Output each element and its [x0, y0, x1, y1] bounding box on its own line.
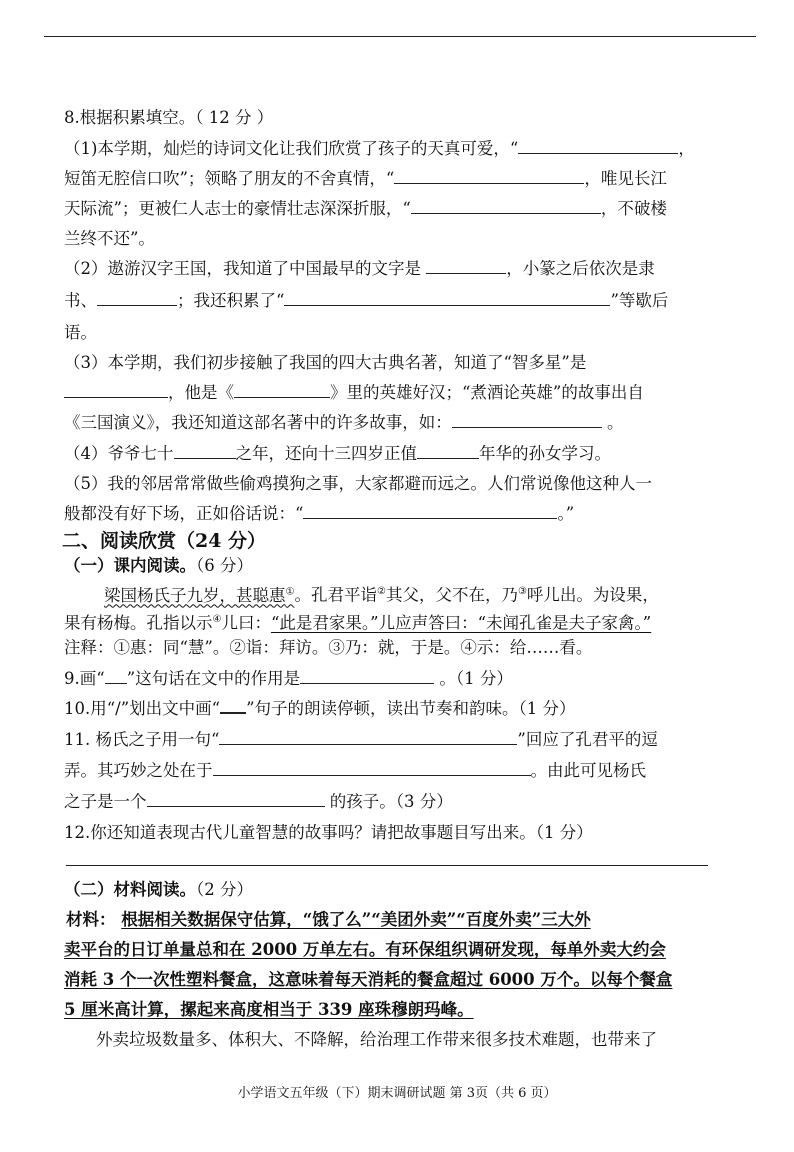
question-10: 10.用“/”划出文中画“ ”句子的朗读停顿，读出节奏和韵味。（1 分） — [64, 699, 576, 718]
part1-heading: （一）课内阅读。（6 分） — [64, 556, 253, 575]
question-12: 12.你还知道表现古代儿童智慧的故事吗？请把故事题目写出来。（1 分） — [64, 823, 593, 842]
part2-heading: （二）材料阅读。（2 分） — [64, 880, 253, 899]
q8-part1-line1: （1)本学期，灿烂的诗词文化让我们欣赏了孩子的天真可爱，“ ， — [64, 139, 695, 158]
q8-part3-line2: ，他是《 》里的英雄好汉；“煮酒论英雄”的故事出自 — [64, 382, 644, 404]
line-symbol — [220, 698, 246, 714]
blank[interactable] — [97, 291, 177, 306]
blank[interactable] — [234, 383, 330, 398]
blank[interactable] — [284, 291, 610, 306]
blank[interactable] — [174, 444, 236, 459]
notes: 注释：①惠：同“慧”。②诣：拜访。③乃：就，于是。④示：给……看。 — [64, 638, 593, 657]
q8-part3-line1: （3）本学期，我们初步接触了我国的四大古典名著，知道了“智多星”是 — [64, 353, 587, 372]
material-line5: 外卖垃圾数量多、体积大、不降解，给治理工作带来很多技术难题，也带来了 — [96, 1030, 657, 1049]
blank[interactable] — [452, 413, 602, 428]
blank[interactable] — [417, 444, 479, 459]
question-11-line3: 之子是一个 的孩子。（3 分） — [64, 792, 453, 811]
blank[interactable] — [518, 139, 678, 154]
answer-blank[interactable] — [147, 792, 325, 807]
q8-part1-line3: 天际流”；更被仁人志士的豪情壮志深深折服，“ ，不破楼 — [64, 199, 667, 218]
q8-part5-line1: （5）我的邻居常常做些偷鸡摸狗之事，大家都避而远之。人们常说像他这种人一 — [64, 474, 652, 493]
question-11-line1: 11. 杨氏之子用一句“ ”回应了孔君平的逗 — [64, 730, 658, 749]
blank[interactable] — [64, 383, 168, 398]
top-border-rule — [44, 36, 756, 37]
page-footer: 小学语文五年级（下）期末调研试题 第 3页（共 6 页） — [237, 1086, 557, 1101]
material-line2: 卖平台的日订单量总和在 2000 万单左右。有环保组织调研发现，每单外卖大约会 — [64, 940, 666, 959]
material-line1: 材料： 根据相关数据保守估算，“饿了么”“美团外卖”“百度外卖”三大外 — [66, 910, 591, 929]
q8-part2-line1: （2）遨游汉字王国，我知道了中国最早的文字是 ，小篆之后依次是隶 — [64, 259, 655, 278]
q8-part4: （4）爷爷七十 之年，还向十三四岁正值 年华的孙女学习。 — [64, 444, 611, 463]
passage-line1: 梁国杨氏子九岁，甚聪惠①。孔君平诣②其父，父不在，乃③呼儿出。为设果， — [104, 585, 659, 605]
section-title: 二、阅读欣赏（24 分） — [62, 530, 267, 552]
q8-title: 8.根据积累填空。（ 12 分 ） — [64, 108, 274, 127]
blank[interactable] — [426, 259, 506, 274]
q8-part5-line2: 般都没有好下场，正如俗话说：“ 。” — [64, 504, 575, 523]
answer-line[interactable] — [66, 865, 708, 866]
q8-part1-line2: 短笛无腔信口吹”；领略了朋友的不舍真情，“ ，唯见长江 — [64, 169, 667, 188]
blank[interactable] — [394, 169, 584, 184]
q8-part3-line3: 《三国演义》，我还知道这部名著中的许多故事，如： 。 — [64, 413, 624, 432]
underlined-sentence: 儿应声答曰：“未闻孔雀是夫子家禽。” — [378, 613, 652, 633]
question-9: 9.画“ ”这句话在文中的作用是 。（1 分） — [64, 669, 513, 688]
answer-blank[interactable] — [213, 761, 531, 776]
question-11-line2: 弄。其巧妙之处在于 。由此可见杨氏 — [64, 761, 646, 780]
passage-line2: 果有杨梅。孔指以示④儿曰：“此是君家果。”儿应声答曰：“未闻孔雀是夫子家禽。” — [64, 613, 652, 633]
answer-blank[interactable] — [300, 669, 434, 684]
q8-part2-line3: 语。 — [64, 323, 97, 342]
q8-part1-line4: 兰终不还”。 — [64, 229, 155, 248]
material-line3: 消耗 3 个一次性塑料餐盒，这意味着每天消耗的餐盒超过 6000 万个。以每个餐盒 — [64, 970, 673, 989]
wavy-line-symbol — [105, 669, 127, 684]
q8-part2-line2: 书、 ；我还积累了“ ”等歇后 — [64, 291, 669, 310]
answer-blank[interactable] — [219, 730, 517, 745]
material-label: 材料： — [66, 910, 116, 929]
material-line4: 5 厘米高计算，摞起来高度相当于 339 座珠穆朗玛峰。 — [64, 1000, 474, 1019]
wavy-underlined-sentence: 梁国杨氏子九岁，甚聪惠① — [104, 585, 295, 605]
blank[interactable] — [411, 199, 601, 214]
blank[interactable] — [303, 504, 557, 519]
